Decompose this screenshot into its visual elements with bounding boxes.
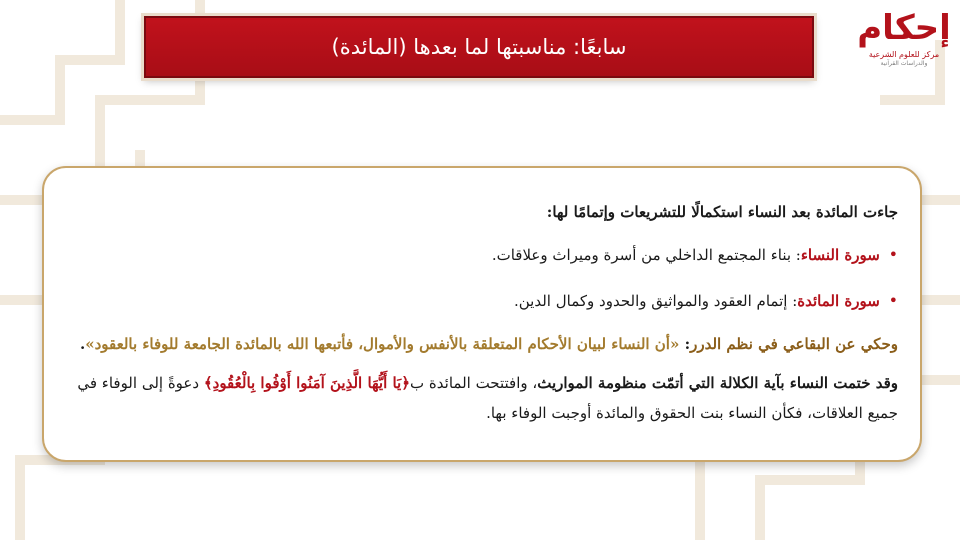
content-card [42, 166, 922, 462]
slide-title: سابعًا: مناسبتها لما بعدها (المائدة) [331, 35, 627, 59]
closing-after-text: دعوةً إلى الوفاء في جميع العلاقات، فكأن النساء بنت الحقوق والمائدة أوجبت الوفاء بها. [77, 374, 898, 422]
logo-subtitle: مركز للعلوم الشرعية [868, 50, 940, 59]
bullet-text: : بناء المجتمع الداخلي من أسرة وميراث وعلاقات. [491, 246, 801, 264]
bullet-text: : إتمام العقود والمواثيق والحدود وكمال الدين. [513, 292, 798, 310]
bullet-icon: • [888, 245, 898, 264]
biqai-separator: : [679, 335, 691, 353]
bullet-icon: • [888, 291, 898, 310]
logo-wordmark: إحكام [857, 8, 951, 48]
biqai-quote: «أن النساء لبيان الأحكام المتعلقة بالأنفس والأموال، فأتبعها الله بالمائدة الجامعة للوفاء بالعقود» [85, 335, 680, 353]
bullet-item-nisa [66, 232, 898, 278]
biqai-quote-line [66, 324, 898, 364]
bullet-term: سورة النساء [800, 246, 880, 264]
logo [856, 6, 956, 66]
title-banner [144, 16, 814, 78]
bullet-term: سورة المائدة [797, 292, 880, 310]
logo-subtitle-secondary: والدراسات القرآنية [880, 60, 928, 67]
closing-paragraph [66, 368, 898, 428]
quran-verse: ﴿يَا أَيُّهَا الَّذِينَ آمَنُوا أَوْفُوا بِالْعُقُودِ﴾ [203, 374, 411, 392]
bullet-item-maida [66, 278, 898, 324]
biqai-end: . [79, 335, 86, 353]
closing-bold-text: وقد ختمت النساء بآية الكلالة التي أتمّت منظومة المواريث [537, 374, 898, 392]
intro-text: جاءت المائدة بعد النساء استكمالًا للتشريعات وإتمامًا لها: [546, 203, 898, 221]
closing-mid-text: ، وافتتحت المائدة ب [410, 374, 538, 392]
biqai-label: وحكي عن البقاعي في نظم الدرر [690, 335, 898, 353]
